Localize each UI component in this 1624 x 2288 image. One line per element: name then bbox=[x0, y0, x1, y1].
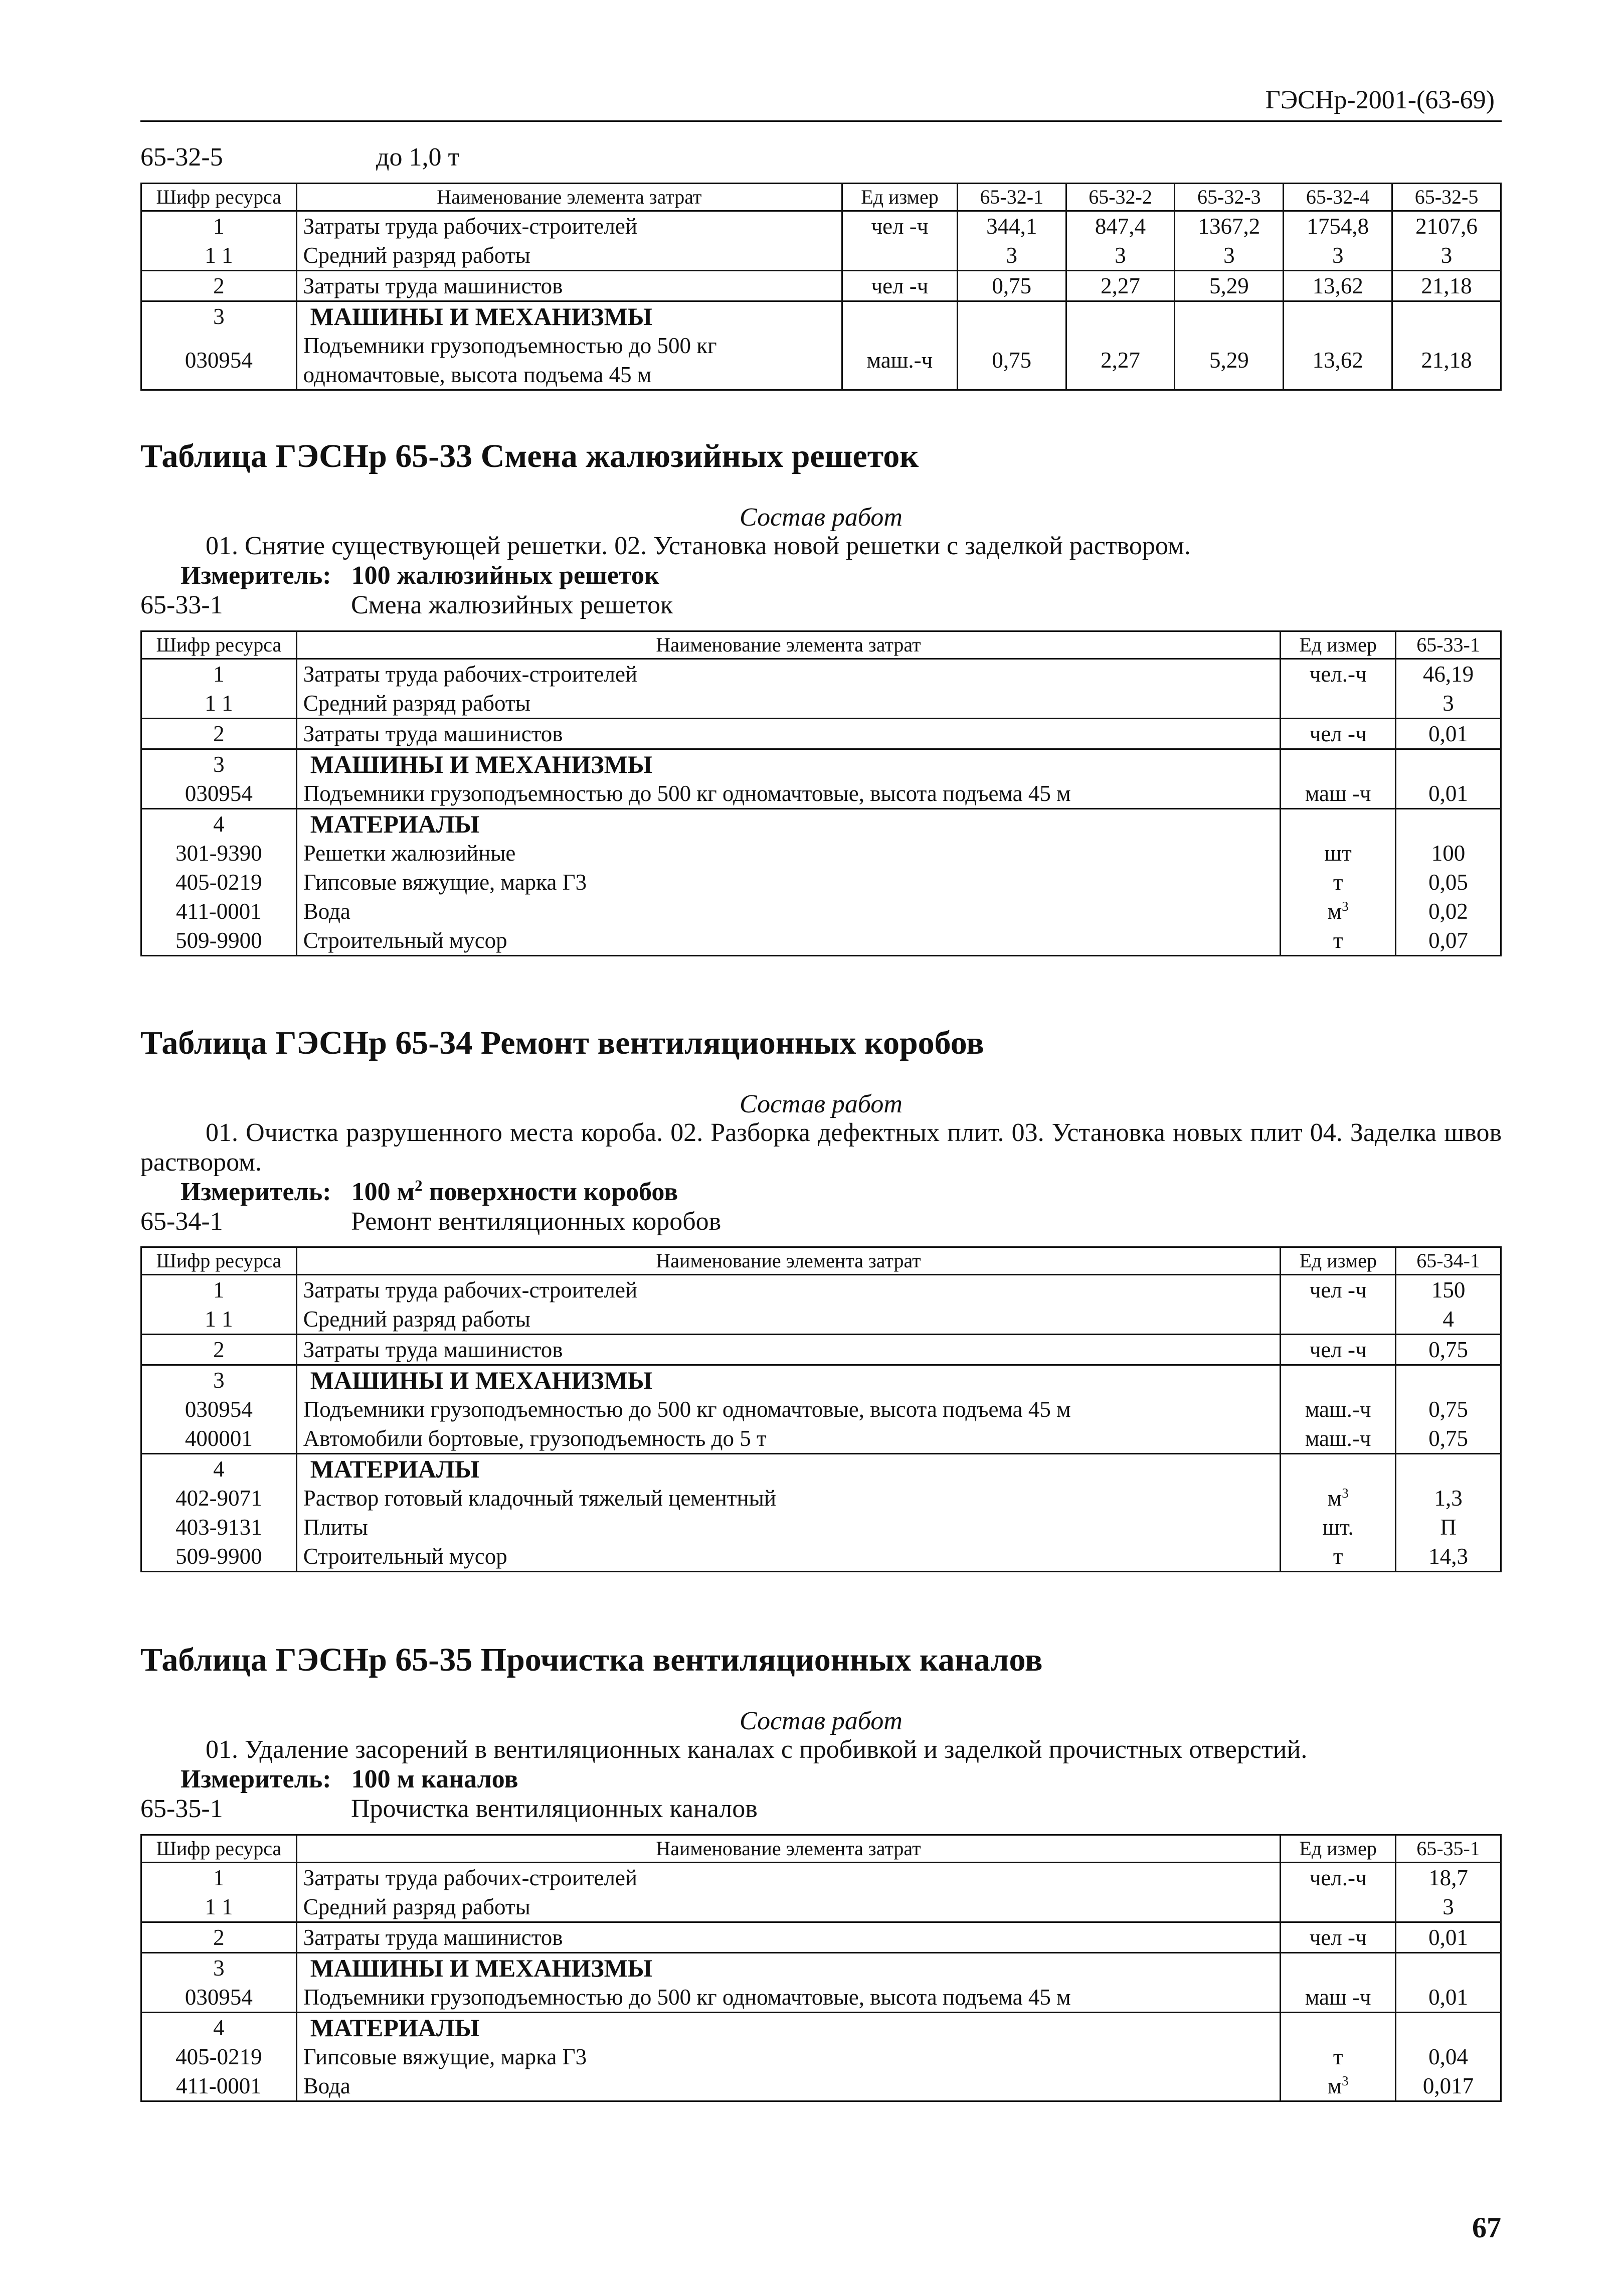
resource-code: 411-0001 bbox=[141, 897, 297, 926]
table-row bbox=[141, 1513, 1501, 1542]
unit-text: т bbox=[1333, 1544, 1343, 1569]
table-row bbox=[141, 1952, 1501, 1983]
unit bbox=[1281, 1484, 1396, 1513]
header-rule bbox=[140, 120, 1502, 122]
measure-line bbox=[181, 1765, 1502, 1794]
resource-code: 1 1 bbox=[141, 1892, 297, 1922]
table-row bbox=[141, 1922, 1501, 1952]
norm-code-line bbox=[140, 143, 1502, 173]
table-header-row bbox=[141, 1247, 1501, 1275]
norm-value: 0,07 bbox=[1396, 926, 1501, 956]
table-row bbox=[141, 1424, 1501, 1454]
work-composition-text: 01. Снятие существующей решетки. 02. Установка новой решетки с заделкой раствором. bbox=[206, 532, 1191, 561]
table-title: Таблица ГЭСНр 65-35 Прочистка вентиляционных каналов bbox=[140, 1642, 1043, 1678]
resource-code: 3 bbox=[141, 1365, 297, 1395]
unit-superscript: 3 bbox=[1342, 1486, 1349, 1501]
column-header: Шифр ресурса bbox=[141, 1247, 297, 1275]
norm-value bbox=[1284, 301, 1392, 331]
norm-value: 1367,2 bbox=[1175, 211, 1284, 241]
resource-code: 4 bbox=[141, 2012, 297, 2042]
norm-name: до 1,0 т bbox=[376, 143, 460, 172]
unit-text: т bbox=[1333, 869, 1343, 895]
resource-name: МАШИНЫ И МЕХАНИЗМЫ bbox=[296, 749, 1281, 779]
table-row bbox=[141, 270, 1501, 301]
unit bbox=[1281, 2071, 1396, 2101]
unit bbox=[1281, 1983, 1396, 2013]
unit bbox=[1281, 1275, 1396, 1305]
norm-value bbox=[957, 301, 1066, 331]
table-row bbox=[141, 1365, 1501, 1395]
unit bbox=[1281, 1365, 1396, 1395]
norm-value: 13,62 bbox=[1284, 270, 1392, 301]
resource-code: 2 bbox=[141, 270, 297, 301]
measure-line bbox=[181, 561, 1502, 591]
norm-value bbox=[1396, 2012, 1501, 2042]
norm-value: 0,02 bbox=[1396, 897, 1501, 926]
norm-value: 3 bbox=[1396, 1892, 1501, 1922]
norm-value: 21,18 bbox=[1392, 331, 1501, 390]
norm-code-line bbox=[140, 591, 1502, 620]
resource-name: Гипсовые вяжущие, марка Г3 bbox=[296, 868, 1281, 897]
norm-value: 46,19 bbox=[1396, 659, 1501, 689]
measure-label: Измеритель: bbox=[181, 561, 331, 590]
norm-value: 18,7 bbox=[1396, 1862, 1501, 1892]
resource-name: МАТЕРИАЛЫ bbox=[296, 1454, 1281, 1484]
column-header: 65-34-1 bbox=[1396, 1247, 1501, 1275]
unit bbox=[1281, 1862, 1396, 1892]
unit-text: чел -ч bbox=[1309, 1337, 1367, 1363]
resource-name: Плиты bbox=[296, 1513, 1281, 1542]
table-row bbox=[141, 1542, 1501, 1572]
resource-name: Подъемники грузоподъемностью до 500 кг одномачтовые, высота подъема 45 м bbox=[296, 779, 1281, 809]
norm-value: 2107,6 bbox=[1392, 211, 1501, 241]
section-65-35 bbox=[140, 1640, 1502, 2102]
resource-table-65-32 bbox=[140, 183, 1502, 391]
norm-value: 0,05 bbox=[1396, 868, 1501, 897]
page-number: 67 bbox=[1472, 2211, 1501, 2244]
resource-code: 1 bbox=[141, 1275, 297, 1305]
norm-value: 2,27 bbox=[1066, 331, 1175, 390]
unit bbox=[1281, 1454, 1396, 1484]
norm-value: 0,75 bbox=[957, 331, 1066, 390]
resource-code: 1 1 bbox=[141, 1304, 297, 1335]
unit-text: маш.-ч bbox=[1305, 1397, 1371, 1422]
unit bbox=[1281, 1922, 1396, 1952]
column-header: Ед измер bbox=[1281, 1247, 1396, 1275]
unit bbox=[1281, 1335, 1396, 1365]
unit bbox=[1281, 659, 1396, 689]
column-header: Наименование элемента затрат bbox=[296, 1835, 1281, 1862]
norm-value bbox=[1066, 301, 1175, 331]
unit bbox=[1281, 1424, 1396, 1454]
unit bbox=[1281, 1892, 1396, 1922]
resource-code: 1 1 bbox=[141, 689, 297, 719]
unit-text: чел -ч bbox=[1309, 1924, 1367, 1950]
column-header: Ед измер bbox=[1281, 1835, 1396, 1862]
table-row bbox=[141, 1454, 1501, 1484]
column-header: 65-32-2 bbox=[1066, 183, 1175, 211]
resource-code: 3 bbox=[141, 749, 297, 779]
resource-name: Вода bbox=[296, 2071, 1281, 2101]
unit-text: чел -ч bbox=[871, 273, 929, 298]
unit-text: т bbox=[1333, 927, 1343, 953]
unit-text: чел -ч bbox=[1309, 1277, 1367, 1303]
unit bbox=[842, 301, 958, 331]
resource-name: МАШИНЫ И МЕХАНИЗМЫ bbox=[296, 301, 842, 331]
table-row bbox=[141, 1892, 1501, 1922]
resource-code: 509-9900 bbox=[141, 1542, 297, 1572]
column-header: 65-32-4 bbox=[1284, 183, 1392, 211]
measure-line bbox=[181, 1178, 1502, 1207]
table-row bbox=[141, 749, 1501, 779]
norm-value bbox=[1396, 808, 1501, 839]
norm-code: 65-35-1 bbox=[140, 1794, 223, 1823]
norm-value: 3 bbox=[957, 241, 1066, 271]
norm-value: 0,75 bbox=[1396, 1335, 1501, 1365]
measure-value: 100 жалюзийных решеток bbox=[351, 561, 659, 590]
resource-name: Затраты труда машинистов bbox=[296, 270, 842, 301]
resource-name: Средний разряд работы bbox=[296, 241, 842, 271]
resource-code: 030954 bbox=[141, 1983, 297, 2013]
unit-text: м bbox=[1327, 2073, 1342, 2098]
section-65-33 bbox=[140, 436, 1502, 956]
resource-name: Средний разряд работы bbox=[296, 1304, 1281, 1335]
unit bbox=[1281, 1952, 1396, 1983]
table-header-row bbox=[141, 1835, 1501, 1862]
section-65-34 bbox=[140, 1023, 1502, 1572]
resource-code: 4 bbox=[141, 808, 297, 839]
unit-text: чел -ч bbox=[871, 213, 929, 239]
measure-value: 100 м каналов bbox=[351, 1765, 518, 1794]
unit-text: маш -ч bbox=[1305, 1984, 1371, 2010]
resource-code: 030954 bbox=[141, 1395, 297, 1424]
resource-name: Затраты труда машинистов bbox=[296, 1922, 1281, 1952]
resource-table-65-34 bbox=[140, 1246, 1502, 1572]
column-header: Наименование элемента затрат bbox=[296, 183, 842, 211]
norm-value: 3 bbox=[1066, 241, 1175, 271]
table-row bbox=[141, 1335, 1501, 1365]
unit bbox=[1281, 749, 1396, 779]
table-title: Таблица ГЭСНр 65-34 Ремонт вентиляционных коробов bbox=[140, 1025, 984, 1061]
resource-name: Подъемники грузоподъемностью до 500 кг одномачтовые, высота подъема 45 м bbox=[296, 1395, 1281, 1424]
resource-code: 1 bbox=[141, 211, 297, 241]
norm-value: 0,01 bbox=[1396, 1983, 1501, 2013]
resource-code: 509-9900 bbox=[141, 926, 297, 956]
unit-text: маш -ч bbox=[1305, 780, 1371, 806]
resource-name: Средний разряд работы bbox=[296, 689, 1281, 719]
work-composition-text: 01. Удаление засорений в вентиляционных каналах с пробивкой и заделкой прочистных отверстий. bbox=[206, 1735, 1308, 1764]
norm-value: 3 bbox=[1396, 689, 1501, 719]
column-header: Наименование элемента затрат bbox=[296, 1247, 1281, 1275]
norm-value: 100 bbox=[1396, 839, 1501, 868]
resource-name: МАТЕРИАЛЫ bbox=[296, 808, 1281, 839]
table-row bbox=[141, 839, 1501, 868]
norm-value: П bbox=[1396, 1513, 1501, 1542]
resource-code: 4 bbox=[141, 1454, 297, 1484]
unit bbox=[1281, 1395, 1396, 1424]
norm-value: 14,3 bbox=[1396, 1542, 1501, 1572]
norm-value bbox=[1175, 301, 1284, 331]
resource-name: Затраты труда рабочих-строителей bbox=[296, 1862, 1281, 1892]
resource-code: 403-9131 bbox=[141, 1513, 297, 1542]
unit-text: т bbox=[1333, 2044, 1343, 2069]
resource-name: Гипсовые вяжущие, марка Г3 bbox=[296, 2042, 1281, 2071]
resource-name: Вода bbox=[296, 897, 1281, 926]
resource-name: Решетки жалюзийные bbox=[296, 839, 1281, 868]
resource-name: Строительный мусор bbox=[296, 926, 1281, 956]
resource-name: Затраты труда машинистов bbox=[296, 1335, 1281, 1365]
resource-code: 411-0001 bbox=[141, 2071, 297, 2101]
unit bbox=[1281, 779, 1396, 809]
table-row bbox=[141, 1862, 1501, 1892]
unit bbox=[1281, 868, 1396, 897]
unit bbox=[1281, 1513, 1396, 1542]
norm-value: 0,01 bbox=[1396, 1922, 1501, 1952]
unit bbox=[1281, 808, 1396, 839]
table-row bbox=[141, 2012, 1501, 2042]
norm-value bbox=[1392, 301, 1501, 331]
resource-code: 402-9071 bbox=[141, 1484, 297, 1513]
norm-code: 65-34-1 bbox=[140, 1207, 223, 1236]
table-title: Таблица ГЭСНр 65-33 Смена жалюзийных решеток bbox=[140, 438, 919, 474]
work-composition-heading: Состав работ bbox=[740, 503, 903, 532]
column-header: 65-32-5 bbox=[1392, 183, 1501, 211]
norm-name: Прочистка вентиляционных каналов bbox=[351, 1794, 758, 1823]
resource-code: 405-0219 bbox=[141, 2042, 297, 2071]
unit bbox=[1281, 839, 1396, 868]
resource-name: Подъемники грузоподъемностью до 500 кг одномачтовые, высота подъема 45 м bbox=[296, 331, 842, 390]
norm-code-line bbox=[140, 1207, 1502, 1237]
unit bbox=[1281, 2012, 1396, 2042]
table-row bbox=[141, 779, 1501, 809]
norm-name: Смена жалюзийных решеток bbox=[351, 590, 673, 619]
resource-code: 400001 bbox=[141, 1424, 297, 1454]
column-header: Шифр ресурса bbox=[141, 183, 297, 211]
norm-value: 2,27 bbox=[1066, 270, 1175, 301]
norm-value bbox=[1396, 1365, 1501, 1395]
resource-code: 2 bbox=[141, 718, 297, 749]
resource-name: Затраты труда рабочих-строителей bbox=[296, 211, 842, 241]
section-65-32 bbox=[140, 143, 1502, 391]
table-row bbox=[141, 868, 1501, 897]
resource-code: 030954 bbox=[141, 331, 297, 390]
norm-code: 65-32-5 bbox=[140, 143, 223, 172]
norm-value bbox=[1396, 749, 1501, 779]
resource-name: Затраты труда машинистов bbox=[296, 718, 1281, 749]
unit-text: маш.-ч bbox=[1305, 1426, 1371, 1451]
unit bbox=[842, 211, 958, 241]
norm-code-line bbox=[140, 1794, 1502, 1824]
unit bbox=[1281, 897, 1396, 926]
unit bbox=[1281, 926, 1396, 956]
unit bbox=[1281, 1542, 1396, 1572]
unit-text: маш.-ч bbox=[866, 347, 933, 373]
unit bbox=[1281, 1304, 1396, 1335]
measure-superscript: 2 bbox=[415, 1177, 423, 1195]
resource-name: Затраты труда рабочих-строителей bbox=[296, 659, 1281, 689]
column-header: Наименование элемента затрат bbox=[296, 631, 1281, 659]
norm-value: 0,01 bbox=[1396, 779, 1501, 809]
resource-name: МАШИНЫ И МЕХАНИЗМЫ bbox=[296, 1952, 1281, 1983]
column-header: 65-35-1 bbox=[1396, 1835, 1501, 1862]
column-header: 65-33-1 bbox=[1396, 631, 1501, 659]
unit-text: чел -ч bbox=[1309, 721, 1367, 746]
resource-code: 2 bbox=[141, 1335, 297, 1365]
norm-name: Ремонт вентиляционных коробов bbox=[351, 1207, 721, 1236]
norm-value: 5,29 bbox=[1175, 331, 1284, 390]
norm-value: 5,29 bbox=[1175, 270, 1284, 301]
norm-value: 13,62 bbox=[1284, 331, 1392, 390]
table-row bbox=[141, 2071, 1501, 2101]
resource-code: 1 1 bbox=[141, 241, 297, 271]
work-composition-heading: Состав работ bbox=[740, 1707, 903, 1736]
unit bbox=[842, 331, 958, 390]
measure-label: Измеритель: bbox=[181, 1765, 331, 1794]
resource-name: Затраты труда рабочих-строителей bbox=[296, 1275, 1281, 1305]
unit bbox=[1281, 689, 1396, 719]
resource-code: 3 bbox=[141, 301, 297, 331]
resource-name: Автомобили бортовые, грузоподъемность до 5 т bbox=[296, 1424, 1281, 1454]
table-row bbox=[141, 1275, 1501, 1305]
work-composition-text: 01. Очистка разрушенного места короба. 02. Разборка дефектных плит. 03. Установка новых плит 04. Заделка швов раствором. bbox=[140, 1118, 1502, 1177]
unit-text: шт. bbox=[1322, 1515, 1354, 1540]
unit bbox=[1281, 718, 1396, 749]
table-row bbox=[141, 1983, 1501, 2013]
norm-value bbox=[1396, 1952, 1501, 1983]
work-composition-heading: Состав работ bbox=[740, 1090, 903, 1119]
table-header-row bbox=[141, 631, 1501, 659]
measure-label: Измеритель: bbox=[181, 1177, 331, 1206]
resource-table-65-35 bbox=[140, 1834, 1502, 2102]
table-row bbox=[141, 718, 1501, 749]
resource-code: 1 bbox=[141, 1862, 297, 1892]
measure-value-main: 100 м bbox=[351, 1177, 415, 1206]
resource-table-65-33 bbox=[140, 630, 1502, 956]
unit bbox=[842, 241, 958, 271]
resource-name: Строительный мусор bbox=[296, 1542, 1281, 1572]
table-row bbox=[141, 689, 1501, 719]
table-row bbox=[141, 211, 1501, 241]
table-row bbox=[141, 659, 1501, 689]
table-row bbox=[141, 1484, 1501, 1513]
unit-text: шт bbox=[1324, 840, 1352, 866]
unit-text: м bbox=[1327, 898, 1342, 924]
norm-value: 21,18 bbox=[1392, 270, 1501, 301]
norm-value: 3 bbox=[1392, 241, 1501, 271]
table-row bbox=[141, 926, 1501, 956]
norm-value: 0,75 bbox=[957, 270, 1066, 301]
table-row bbox=[141, 2042, 1501, 2071]
column-header: 65-32-1 bbox=[957, 183, 1066, 211]
norm-value: 0,017 bbox=[1396, 2071, 1501, 2101]
column-header: Ед измер bbox=[1281, 631, 1396, 659]
norm-value bbox=[1396, 1454, 1501, 1484]
unit-superscript: 3 bbox=[1342, 2073, 1349, 2088]
norm-value: 4 bbox=[1396, 1304, 1501, 1335]
resource-name: МАШИНЫ И МЕХАНИЗМЫ bbox=[296, 1365, 1281, 1395]
unit-text: м bbox=[1327, 1486, 1342, 1511]
resource-code: 405-0219 bbox=[141, 868, 297, 897]
table-row bbox=[141, 301, 1501, 331]
table-row bbox=[141, 897, 1501, 926]
norm-value: 0,01 bbox=[1396, 718, 1501, 749]
norm-value: 0,04 bbox=[1396, 2042, 1501, 2071]
unit-superscript: 3 bbox=[1342, 898, 1349, 914]
resource-name: Раствор готовый кладочный тяжелый цементный bbox=[296, 1484, 1281, 1513]
norm-value: 847,4 bbox=[1066, 211, 1175, 241]
resource-code: 3 bbox=[141, 1952, 297, 1983]
table-row bbox=[141, 331, 1501, 390]
document-code: ГЭСНр-2001-(63-69) bbox=[1265, 86, 1495, 114]
resource-name: Подъемники грузоподъемностью до 500 кг одномачтовые, высота подъема 45 м bbox=[296, 1983, 1281, 2013]
unit-text: чел.-ч bbox=[1309, 661, 1367, 687]
resource-code: 030954 bbox=[141, 779, 297, 809]
norm-value: 3 bbox=[1175, 241, 1284, 271]
resource-code: 301-9390 bbox=[141, 839, 297, 868]
norm-value: 0,75 bbox=[1396, 1395, 1501, 1424]
norm-value: 0,75 bbox=[1396, 1424, 1501, 1454]
table-row bbox=[141, 241, 1501, 271]
column-header: Шифр ресурса bbox=[141, 631, 297, 659]
unit bbox=[1281, 2042, 1396, 2071]
table-row bbox=[141, 1304, 1501, 1335]
resource-code: 2 bbox=[141, 1922, 297, 1952]
column-header: Ед измер bbox=[842, 183, 958, 211]
table-row bbox=[141, 1395, 1501, 1424]
table-row bbox=[141, 808, 1501, 839]
table-header-row bbox=[141, 183, 1501, 211]
measure-value-rest: поверхности коробов bbox=[422, 1177, 678, 1206]
norm-code: 65-33-1 bbox=[140, 590, 223, 619]
resource-code: 1 bbox=[141, 659, 297, 689]
norm-value: 1,3 bbox=[1396, 1484, 1501, 1513]
norm-value: 3 bbox=[1284, 241, 1392, 271]
norm-value: 150 bbox=[1396, 1275, 1501, 1305]
unit bbox=[842, 270, 958, 301]
norm-value: 344,1 bbox=[957, 211, 1066, 241]
resource-name: Средний разряд работы bbox=[296, 1892, 1281, 1922]
norm-value: 1754,8 bbox=[1284, 211, 1392, 241]
resource-name: МАТЕРИАЛЫ bbox=[296, 2012, 1281, 2042]
column-header: Шифр ресурса bbox=[141, 1835, 297, 1862]
column-header: 65-32-3 bbox=[1175, 183, 1284, 211]
unit-text: чел.-ч bbox=[1309, 1865, 1367, 1890]
